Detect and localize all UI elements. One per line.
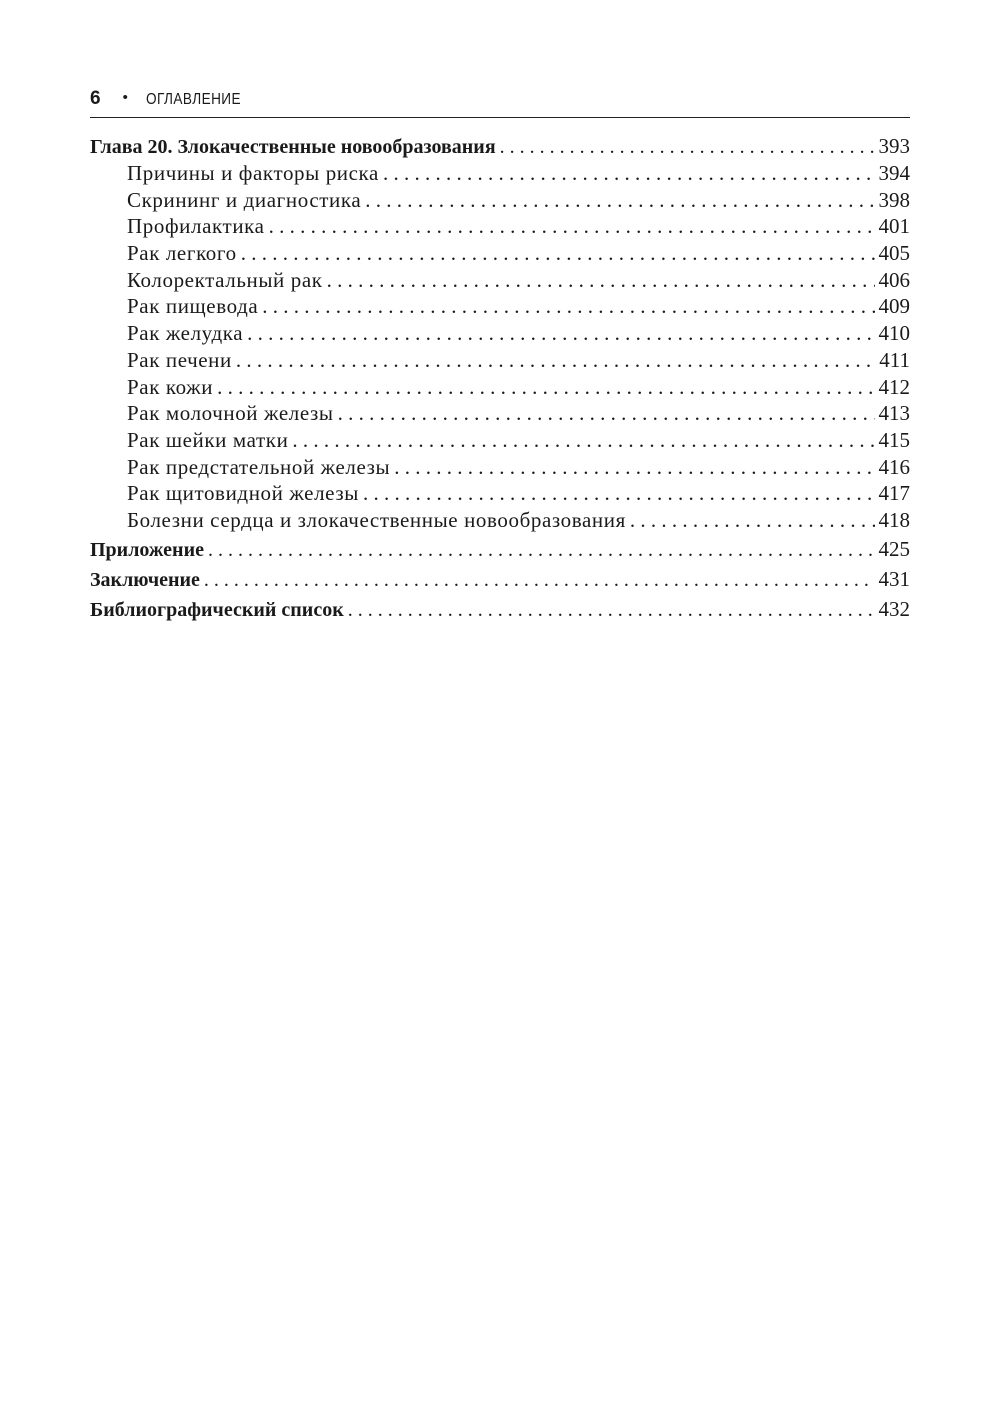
dot-leader [363,480,875,507]
toc-entry-page: 412 [878,374,910,399]
toc-entry-page: 394 [878,161,910,185]
toc-entry-conclusion[interactable] [90,564,910,594]
toc-entry-page: 432 [878,596,910,621]
dot-leader [383,160,875,187]
toc-entry-page: 425 [878,536,910,561]
toc-entry-section[interactable] [90,347,910,374]
toc-entry-label: Рак кожи [127,374,214,399]
toc-entry-section[interactable] [90,507,910,534]
dot-leader [500,134,875,161]
toc-entry-label: Болезни сердца и злокачественные новообразования [127,507,626,532]
toc-entry-section[interactable] [90,400,910,427]
dot-leader [327,267,875,294]
toc-entry-section[interactable] [90,293,910,320]
toc-entry-section[interactable] [90,240,910,267]
toc-entry-chapter-20[interactable] [90,133,910,160]
toc-entry-page: 401 [878,214,910,239]
toc-entry-label: Колоректальный рак [127,267,323,292]
toc-entry-label: Приложение [90,538,204,561]
running-header [90,88,910,116]
dot-leader [394,454,874,481]
dot-leader [262,293,874,320]
toc-entry-page: 406 [878,267,910,292]
toc-entry-label: Рак предстательной железы [127,454,391,479]
toc-entry-label: Причины и факторы риска [127,161,379,185]
toc-entry-label: Рак шейки матки [127,427,289,452]
toc-entry-label: Профилактика [127,214,265,239]
toc-entry-page: 398 [878,187,910,212]
dot-leader [208,535,875,565]
dot-leader [292,427,874,454]
toc-entry-section[interactable] [90,320,910,347]
toc-entry-page: 411 [879,347,910,372]
toc-entry-page: 413 [878,401,910,426]
dot-leader [236,347,875,374]
dot-leader [247,320,874,347]
header-rule [90,117,910,118]
dot-leader [338,400,875,427]
toc-entry-label: Заключение [90,568,200,591]
dot-leader [630,507,875,534]
toc-entry-label: Скрининг и диагностика [127,187,362,212]
toc-entry-appendix[interactable] [90,534,910,564]
dot-leader [217,374,874,401]
dot-leader [241,240,875,267]
toc-entry-section[interactable] [90,427,910,454]
page-number: 6 [90,88,101,109]
toc-entry-page: 431 [878,566,910,591]
toc-entry-section[interactable] [90,187,910,214]
toc-entry-label: Рак молочной железы [127,401,334,426]
dot-leader [204,565,875,595]
toc-entry-label: Библиографический список [90,598,344,621]
toc-entry-page: 416 [878,454,910,479]
toc-entry-section[interactable] [90,454,910,481]
toc-entry-page: 405 [878,241,910,266]
toc-entry-label: Рак щитовидной железы [127,481,359,506]
toc-entry-page: 410 [878,321,910,346]
dot-leader [269,213,875,240]
toc-entry-section[interactable] [90,160,910,187]
toc-entry-page: 418 [878,507,910,532]
toc-entry-page: 393 [878,134,910,158]
toc-entry-label: Рак пищевода [127,294,259,319]
toc-entry-section[interactable] [90,213,910,240]
toc-entry-page: 409 [878,294,910,319]
running-title: ОГЛАВЛЕНИЕ [145,91,241,108]
toc-entry-label: Рак печени [127,347,232,372]
table-of-contents [90,133,910,624]
toc-entry-bibliography[interactable] [90,594,910,624]
toc-entry-section[interactable] [90,267,910,294]
toc-entry-page: 415 [878,427,910,452]
toc-entry-page: 417 [878,481,910,506]
toc-entry-label: Рак желудка [127,321,244,346]
toc-entry-section[interactable] [90,480,910,507]
dot-leader [365,187,874,214]
toc-entry-label: Глава 20. Злокачественные новообразования [90,136,496,158]
toc-entry-label: Рак легкого [127,241,237,266]
dot-leader [348,595,875,625]
toc-entry-section[interactable] [90,374,910,401]
bullet-icon: • [122,89,128,106]
